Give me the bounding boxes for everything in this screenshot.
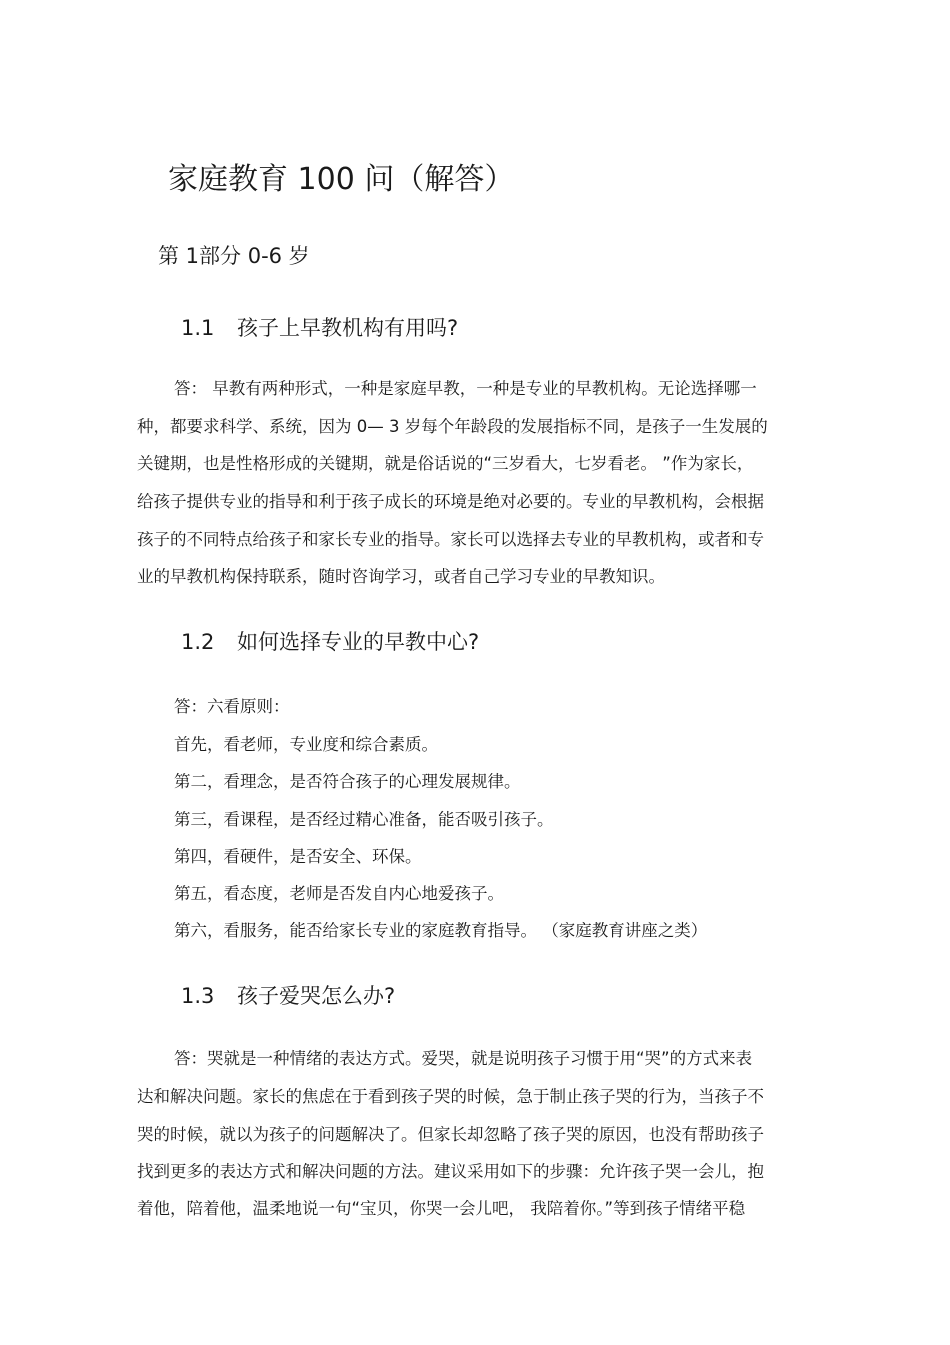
paragraph-line: 种，都要求科学、系统，因为 0— 3 岁每个年龄段的发展指标不同，是孩子一生发展的: [137, 417, 768, 436]
document-title: 家庭教育 100 问（解答）: [168, 162, 515, 197]
paragraph-line: 答：哭就是一种情绪的表达方式。爱哭，就是说明孩子习惯于用“哭”的方式来表: [174, 1049, 753, 1068]
section-question: 如何选择专业的早教中心?: [237, 630, 480, 654]
list-line: 第二，看理念，是否符合孩子的心理发展规律。: [174, 772, 521, 791]
paragraph-line: 业的早教机构保持联系，随时咨询学习，或者自己学习专业的早教知识。: [137, 567, 665, 586]
paragraph-line: 哭的时候，就以为孩子的问题解决了。但家长却忽略了孩子哭的原因，也没有帮助孩子: [137, 1125, 764, 1144]
paragraph-line: 找到更多的表达方式和解决问题的方法。建议采用如下的步骤：允许孩子哭一会儿，抱: [137, 1162, 764, 1181]
section-question: 孩子上早教机构有用吗?: [237, 316, 459, 340]
section-question: 孩子爱哭怎么办?: [237, 984, 396, 1008]
section-heading-1-1: [181, 312, 458, 344]
section-heading-1-3: [181, 980, 395, 1012]
paragraph-line: 给孩子提供专业的指导和利于孩子成长的环境是绝对必要的。专业的早教机构，会根据: [137, 492, 764, 511]
list-line: 第六，看服务，能否给家长专业的家庭教育指导。 （家庭教育讲座之类）: [174, 921, 708, 940]
paragraph-line: 孩子的不同特点给孩子和家长专业的指导。家长可以选择去专业的早教机构，或者和专: [137, 530, 764, 549]
list-line: 第三，看课程，是否经过精心准备，能否吸引孩子。: [174, 810, 554, 829]
section-number: 1.3: [181, 984, 215, 1008]
list-line: 首先，看老师，专业度和综合素质。: [174, 735, 438, 754]
list-line: 答：六看原则：: [174, 697, 290, 716]
section-number: 1.2: [181, 630, 215, 654]
section-heading-1-2: [181, 626, 479, 658]
paragraph-line: 达和解决问题。家长的焦虑在于看到孩子哭的时候，急于制止孩子哭的行为，当孩子不: [137, 1087, 764, 1106]
list-line: 第五，看态度，老师是否发自内心地爱孩子。: [174, 884, 504, 903]
part-title: 第 1部分 0-6 岁: [158, 244, 310, 268]
paragraph-line: 答： 早教有两种形式，一种是家庭早教，一种是专业的早教机构。无论选择哪一: [174, 379, 757, 398]
paragraph-line: 着他，陪着他，温柔地说一句“宝贝，你哭一会儿吧， 我陪着你。”等到孩子情绪平稳: [137, 1199, 746, 1218]
paragraph-line: 关键期，也是性格形成的关键期，就是俗话说的“三岁看大，七岁看老。 ”作为家长，: [137, 454, 754, 473]
list-line: 第四，看硬件，是否安全、环保。: [174, 847, 422, 866]
section-number: 1.1: [181, 316, 215, 340]
